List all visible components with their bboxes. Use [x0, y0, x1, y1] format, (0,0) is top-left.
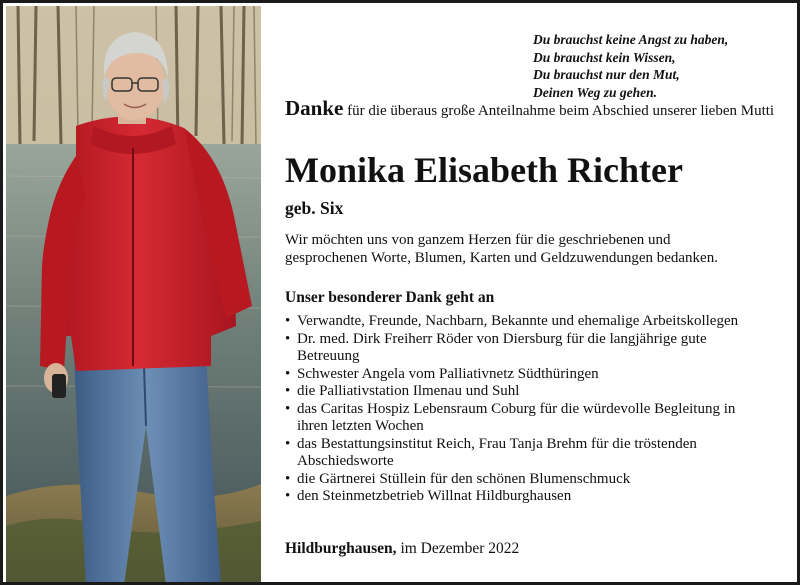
poem-line: Du brauchst keine Angst zu haben, — [533, 32, 729, 47]
maiden-name: geb. Six — [285, 198, 344, 218]
intro-text — [285, 96, 785, 120]
closing-line — [285, 540, 519, 558]
text-column — [285, 3, 785, 585]
closing-city: Hildburghausen, — [285, 540, 397, 557]
special-thanks-heading: Unser besonderer Dank geht an — [285, 289, 495, 306]
thanks-paragraph: Wir möchten uns von ganzem Herzen für die geschriebenen und gesprochenen Worte, Blumen, Karten und Geldzuwendungen bedanken. — [285, 232, 718, 266]
list-item: • das Bestattungsinstitut Reich, Frau Tanja Brehm für die tröstenden Abschiedsworte — [285, 436, 755, 471]
special-thanks-list — [285, 313, 755, 506]
closing-date: im Dezember 2022 — [396, 540, 520, 557]
list-item: • das Caritas Hospiz Lebensraum Coburg für die würdevolle Begleitung in ihren letzten Wochen — [285, 401, 755, 436]
list-item: • Schwester Angela vom Palliativnetz Südthüringen — [285, 366, 755, 384]
list-item: • den Steinmetzbetrieb Willnat Hildburghausen — [285, 488, 755, 506]
deceased-name: Monika Elisabeth Richter — [285, 150, 684, 190]
poem — [533, 31, 773, 101]
intro-rest: für die überaus große Anteilnahme beim Abschied unserer lieben Mutti — [343, 103, 775, 119]
portrait-photo — [6, 6, 261, 585]
list-item: • Verwandte, Freunde, Nachbarn, Bekannte und ehemalige Arbeitskollegen — [285, 313, 755, 331]
poem-line: Du brauchst nur den Mut, — [533, 67, 680, 82]
danke-heading: Danke — [285, 96, 344, 120]
poem-line: Deinen Weg zu gehen. — [533, 84, 658, 100]
list-item: • die Gärtnerei Stüllein für den schönen Blumenschmuck — [285, 471, 755, 489]
list-item: • die Palliativstation Ilmenau und Suhl — [285, 383, 755, 401]
poem-line: Du brauchst kein Wissen, — [533, 49, 676, 65]
list-item: • Dr. med. Dirk Freiherr Röder von Diersburg für die langjährige gute Betreuung — [285, 331, 755, 366]
